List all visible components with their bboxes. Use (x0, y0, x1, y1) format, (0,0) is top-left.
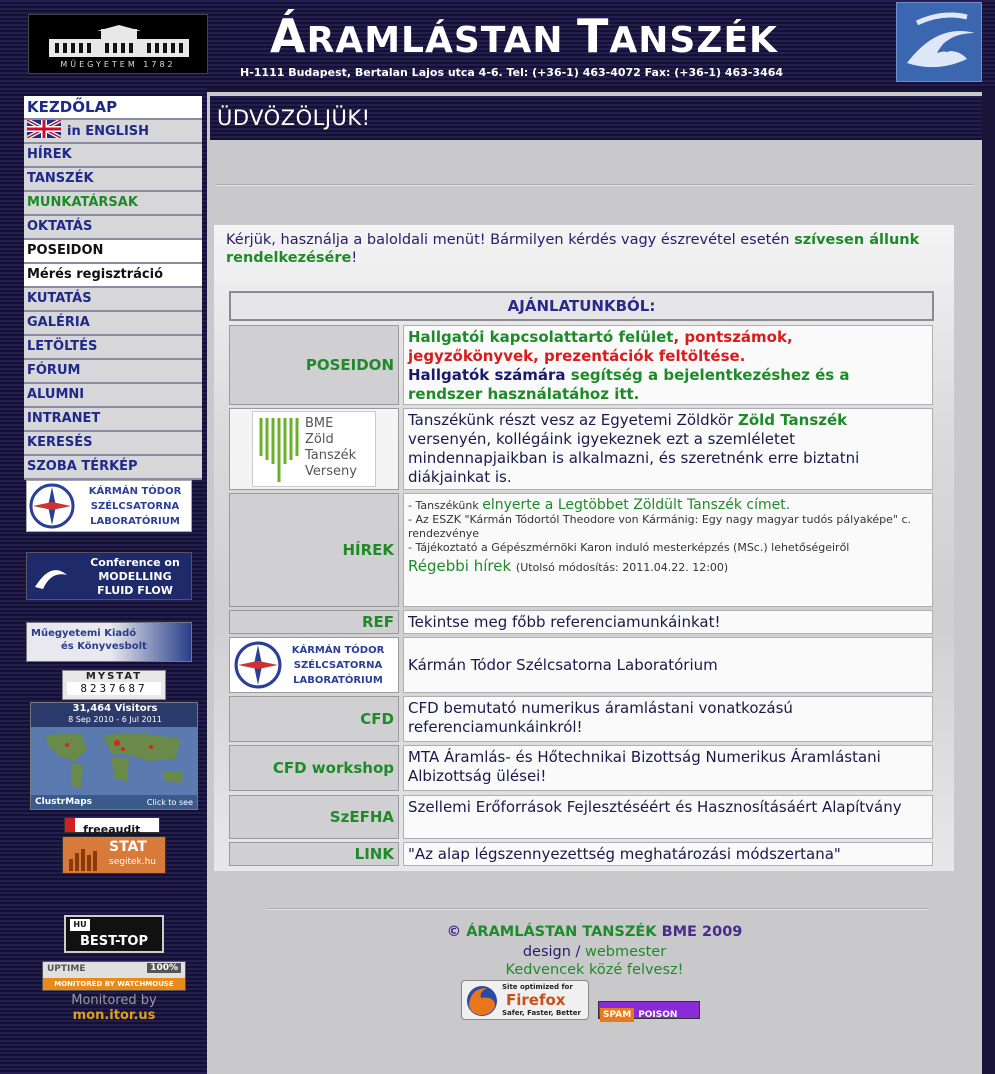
zold-logo-line3: Tanszék (305, 448, 357, 463)
footer-design (207, 944, 982, 960)
conf-line3: FLUID FLOW (97, 584, 173, 597)
sidebar (0, 88, 207, 1074)
address-line: H-1111 Budapest, Bertalan Lajos utca 4-6. Tel: (+36-1) 463-4072 Fax: (+36-1) 463-3464 (240, 66, 784, 79)
freeaudit-icon (65, 818, 75, 832)
add-favorites-link[interactable]: Kedvencek közé felvesz! (505, 962, 684, 978)
clustr-click: Click to see (146, 798, 193, 807)
offer-row-ref (229, 610, 934, 634)
title-letter: T (577, 9, 610, 63)
karman-banner-line2: SZÉLCSATORNA (90, 501, 180, 512)
karman-banner-line1: KÁRMÁN TÓDOR (88, 486, 182, 497)
clustrmaps-widget[interactable] (30, 702, 198, 810)
menu-item-english[interactable] (24, 120, 202, 144)
zold-logo-line4: Verseny (305, 464, 357, 479)
offer-cell-szefha[interactable]: Szellemi Erőforrások Fejlesztéséért és Hasznosításáért Alapítvány (403, 795, 933, 839)
offer-label-link[interactable]: LINK (229, 842, 399, 866)
firefox-label: Firefox (506, 991, 566, 1009)
offer-label-poseidon[interactable]: POSEIDON (229, 325, 399, 405)
menu-item-szoba-terkep[interactable]: SZOBA TÉRKÉP (24, 456, 202, 480)
poseidon-link[interactable]: Hallgatói kapcsolattartó felület (408, 328, 674, 346)
uptime-value: 100% (147, 963, 181, 973)
leaf-stripes-icon (257, 416, 301, 484)
offer-row-zold (229, 408, 934, 490)
conference-banner[interactable] (26, 552, 192, 600)
monitor-site: mon.itor.us (72, 1008, 156, 1023)
copyright-dept-link[interactable]: ÁRAMLÁSTAN TANSZÉK (466, 924, 657, 940)
page-title: ÜDVÖZÖLJÜK! (217, 106, 371, 130)
muegyetem-logo[interactable] (28, 14, 208, 74)
poseidon-students: Hallgatók számára (408, 366, 566, 384)
zold-logo-line1: BME (305, 416, 334, 431)
university-building-icon (41, 25, 197, 59)
menu-item-forum[interactable]: FÓRUM (24, 360, 202, 384)
zold-logo-line2: Zöld (305, 432, 334, 447)
site-header (0, 0, 995, 88)
besttop-hu: HU (70, 919, 90, 931)
karman-lab-banner[interactable] (26, 480, 192, 532)
mystat-count: 8237687 (67, 682, 161, 695)
footer-separator: / (570, 944, 586, 960)
offer-cell-poseidon (403, 325, 933, 405)
design-link[interactable]: design (522, 944, 571, 960)
vortex-icon (897, 3, 982, 82)
karman-logo-line2: SZÉLCSATORNA (293, 659, 383, 671)
news-item1-link[interactable]: elnyerte a Legtöbbet Zöldült Tanszék címet. (482, 497, 791, 513)
uptime-label: UPTIME (47, 964, 86, 974)
stat-title: STAT (109, 839, 147, 855)
menu-item-munkatarsak[interactable]: MUNKATÁRSAK (24, 192, 202, 216)
karman-compass-icon (29, 483, 75, 529)
menu-item-intranet[interactable]: INTRANET (24, 408, 202, 432)
welcome-bar (210, 96, 982, 140)
news-item3[interactable]: - Tájékoztató a Gépészmérnöki Karon induló mesterképzés (MSc.) lehetőségeiről (408, 541, 850, 554)
uptime-sub: MONITORED BY WATCHMOUSE (43, 978, 185, 990)
poison-label: POISON (638, 1010, 678, 1020)
intro-contact-link[interactable]: szívesen állunk rendelkezésére (226, 232, 920, 266)
offer-row-hirek (229, 493, 934, 607)
intro-end: ! (351, 250, 358, 266)
copyright-year: BME 2009 (656, 924, 743, 940)
offer-cell-ref[interactable]: Tekintse meg főbb referenciamunkáinkat! (403, 610, 933, 634)
conf-line1: Conference on (90, 556, 180, 569)
title-letter: Á (270, 9, 307, 63)
firefox-top: Site optimized for (502, 983, 573, 991)
content-box (214, 225, 954, 871)
karman-banner-line3: LABORATÓRIUM (90, 516, 180, 527)
offer-cell-cfd[interactable]: CFD bemutató numerikus áramlástani vonatkozású referenciamunkáinkról! (403, 696, 933, 742)
news-updated: (Utolsó módosítás: 2011.04.22. 12:00) (515, 561, 729, 574)
menu-item-alumni[interactable]: ALUMNI (24, 384, 202, 408)
offer-label-cfd[interactable]: CFD (229, 696, 399, 742)
uptime-badge[interactable] (42, 961, 186, 991)
karman-logo-line1: KÁRMÁN TÓDOR (291, 644, 385, 656)
menu-item-kezdolap[interactable]: KEZDŐLAP (24, 96, 202, 120)
offer-row-szefha (229, 795, 934, 839)
webmester-link[interactable]: webmester (585, 944, 667, 960)
offer-cell-link[interactable]: "Az alap légszennyezettség meghatározási módszertana" (403, 842, 933, 866)
clustr-dates: 8 Sep 2010 - 6 Jul 2011 (68, 715, 162, 724)
monitor-badge[interactable] (42, 993, 186, 1023)
intro-plain: Kérjük, használja a baloldali menüt! Bármilyen kérdés vagy észrevétel esetén (226, 232, 795, 248)
besttop-label: BEST-TOP (79, 934, 149, 949)
offers-heading: AJÁNLATUNKBÓL: (229, 291, 934, 321)
older-news-link[interactable]: Régebbi hírek (408, 557, 512, 575)
spam-label: SPAM (600, 1008, 634, 1022)
offer-row-cfd (229, 696, 934, 742)
title-part: RAMLÁSTAN (306, 20, 578, 61)
menu-item-hirek[interactable]: HÍREK (24, 144, 202, 168)
freeaudit-badge[interactable] (64, 817, 160, 836)
karman-compass-icon (234, 641, 282, 689)
site-title (270, 8, 810, 64)
menu-item-poseidon[interactable]: POSEIDON (24, 240, 202, 264)
karman-logo-line3: LABORATÓRIUM (293, 674, 383, 686)
firefox-sub: Safer, Faster, Better (502, 1009, 581, 1017)
stat-sub: segitek.hu (109, 857, 156, 867)
footer-copyright (207, 924, 982, 940)
mystat-counter[interactable] (62, 670, 166, 700)
zold-logo (252, 411, 376, 487)
clustr-visitors: 31,464 Visitors (72, 703, 158, 714)
menu-item-kereses[interactable]: KERESÉS (24, 432, 202, 456)
kiado-line1: Műegyetemi Kiadó (31, 628, 137, 639)
zold-link[interactable]: Zöld Tanszék (737, 411, 848, 429)
poseidon-upload-text: , pontszámok, jegyzőkönyvek, prezentációk feltöltése. (408, 328, 793, 365)
kiado-banner[interactable] (26, 622, 192, 662)
stat-segitek-badge[interactable] (62, 836, 166, 874)
zold-text-a: Tanszékünk részt vesz az Egyetemi Zöldkör (408, 411, 738, 429)
menu-item-english-label: in ENGLISH (67, 124, 150, 139)
offer-cell-cfd-workshop[interactable]: MTA Áramlás- és Hőtechnikai Bizottság Numerikus Áramlástani Albizottság ülései! (403, 745, 933, 791)
offer-cell-zold (403, 408, 933, 490)
offer-cell-karman[interactable]: Kármán Tódor Szélcsatorna Laboratórium (403, 637, 933, 693)
offer-label-hirek[interactable]: HÍREK (229, 493, 399, 607)
copyright-symbol: © (446, 924, 467, 940)
best-top-badge[interactable] (64, 915, 164, 953)
footer-divider (267, 908, 927, 910)
offer-row-cfd-workshop (229, 745, 934, 791)
news-item1-prefix: - Tanszékünk (408, 499, 483, 512)
firefox-icon (465, 984, 499, 1018)
uk-flag-icon (27, 120, 61, 138)
firefox-badge[interactable] (461, 980, 589, 1020)
spampoison-badge[interactable] (598, 1001, 700, 1019)
vortex-logo[interactable] (896, 2, 982, 82)
offer-label-ref[interactable]: REF (229, 610, 399, 634)
logo-caption: MŰEGYETEM 1782 (60, 60, 176, 69)
news-item2[interactable]: - Az ESZK "Kármán Tódortól Theodore von Kármánig: Egy nagy magyar tudós pályaképe" c. rendezvénye (408, 513, 912, 540)
title-part: ANSZÉK (609, 20, 778, 61)
conf-line2: MODELLING (98, 570, 172, 583)
offer-cell-hirek (403, 493, 933, 607)
offer-row-link (229, 842, 934, 866)
menu-item-oktatas[interactable]: OKTATÁS (24, 216, 202, 240)
divider (217, 184, 974, 186)
menu-item-meres-regisztracio[interactable]: Mérés regisztráció (24, 264, 202, 288)
menu-item-galeria[interactable]: GALÉRIA (24, 312, 202, 336)
main-menu (24, 96, 202, 480)
intro-text (226, 231, 926, 267)
offer-label-szefha[interactable]: SzEFHA (229, 795, 399, 839)
menu-item-letoltes[interactable]: LETÖLTÉS (24, 336, 202, 360)
offer-row-poseidon (229, 325, 934, 405)
mystat-title: MYSTAT (85, 671, 143, 682)
bar-graph-icon (67, 845, 103, 871)
monitored-by: Monitored by (71, 993, 157, 1008)
kiado-line2: és Könyvesbolt (61, 641, 147, 652)
poseidon-help-link[interactable]: segítség a bejelentkezéshez és a rendszer használatához itt. (408, 366, 850, 403)
menu-item-tanszek[interactable]: TANSZÉK (24, 168, 202, 192)
offer-label-karman[interactable] (229, 637, 399, 693)
offer-row-karman (229, 637, 934, 693)
world-map-icon (31, 727, 198, 795)
zold-text-b: versenyén, kollégáink igyekeznek ezt a szemléletet mindennapjaikban is alkalmazni, és szeretnénk erre biztatni diákjainkat is. (408, 430, 860, 486)
offer-label-cfd-workshop[interactable]: CFD workshop (229, 745, 399, 791)
offer-label-zold[interactable] (229, 408, 399, 490)
clustr-brand: ClustrMaps (35, 797, 93, 807)
freeaudit-label: freeaudit (83, 823, 141, 836)
menu-item-kutatas[interactable]: KUTATÁS (24, 288, 202, 312)
conference-logo-icon (29, 557, 73, 597)
main-content (207, 92, 982, 1074)
